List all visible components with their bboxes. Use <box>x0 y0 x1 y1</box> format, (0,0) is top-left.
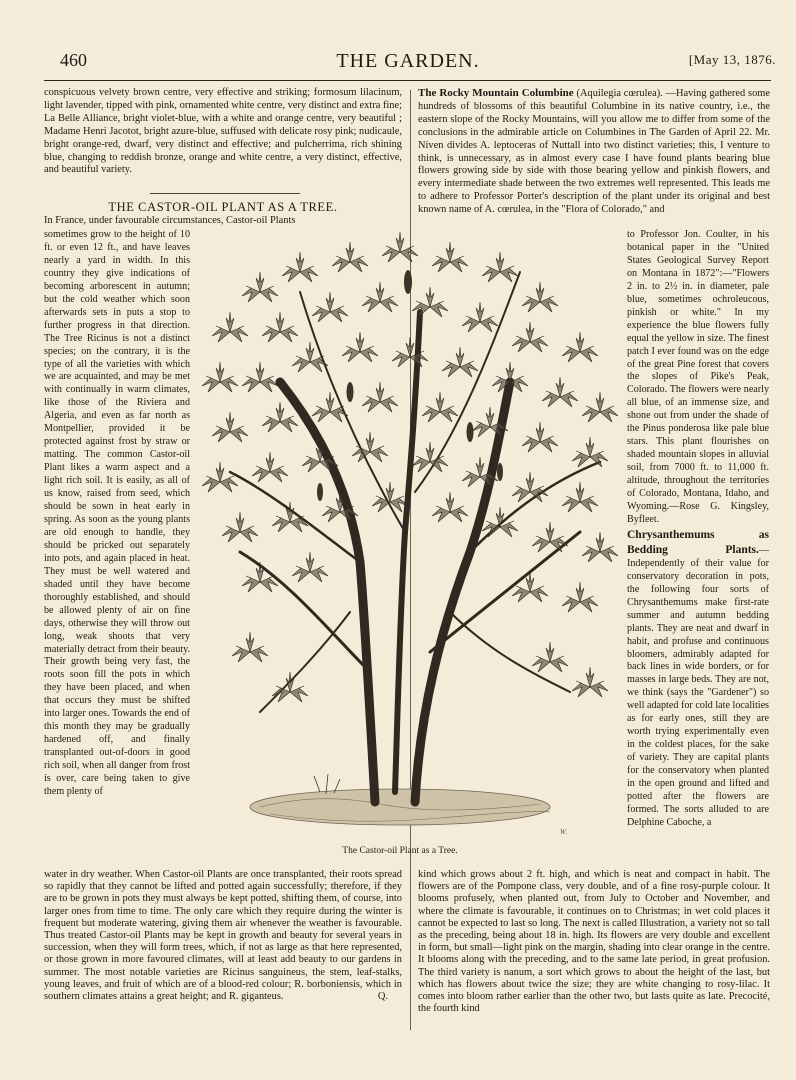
castor-narrow-block <box>44 229 190 799</box>
rocky-latin: (Aquilegia cœrulea). <box>576 88 663 99</box>
ground <box>250 774 550 825</box>
illustration-caption: The Castor-oil Plant as a Tree. <box>342 846 458 856</box>
chrysanthemum-full-block <box>418 869 770 1015</box>
section-divider <box>150 193 300 194</box>
engraver-signature: W. <box>560 828 567 836</box>
header-rule <box>44 80 771 81</box>
rocky-text: —Having gathered some hundreds of blossoms of this beautiful Columbine in its native country, i.e., the eastern slope of the Rocky Mountains, will you allow me to differ from some of the conclusions in the admirable article on Columbines in The Garden of April 22. Mr. Niven divides A. leptoceras of Nuttall into two distinct varieties; this, I venture to think, is unnecessary, as in almost every case I have found plants bearing blue flowers growing side by side with those bearing yellow and pinkish flowers, and every intermediate shade between the two extremes well represented. This leads me to adhere to Professor Porter's description of the plant under its original and best known name of A. cœrulea, in the "Flora of Colorado," and <box>418 88 770 216</box>
castor-narrow-text: sometimes grow to the height of 10 ft. or even 12 ft., and have leaves nearly a yard in width. In this country they give indications of becoming arborescent in autumn; but the cold weather which soon afterwards sets in puts a stop to further progress in that direction. The Tree Ricinus is not a distinct species; on the contrary, it is the type of all the varieties with which we are acquainted, and may be met with continually in warm climates, like those of the Riviera and Algeria, and even as far north as Montpellier, provided it be protected against frost by straw or matting. The common Castor-oil Plant likes a warm aspect and a light rich soil. It is easily, as all of us know, raised from seed, which should be sown in heat early in spring. As soon as the young plants are old enough to handle, they should be pricked out separately into pots, and again placed in heat. They must be well watered and shaded until they have become thoroughly established, and should be allowed plenty of air on fine days, otherwise they will throw out long, weak shoots that very materially detract from their beauty. Their growth being very fast, the roots soon fill the pots in which they have been placed, and when that occurs they must be shifted into larger ones. Towards the end of this month they may be gradually hardened off, and finally transplanted out-of-doors in good rich soil, when all danger from frost is over, care being taken to give them plenty of <box>44 229 190 797</box>
article-heading: THE CASTOR-OIL PLANT AS A TREE. <box>108 200 338 214</box>
rocky-narrow-text: to Professor Jon. Coulter, in his botanical paper in the "United States Geological Survey Report on Montana in 1872":—"Flowers 2 in. to 2½ in. in diameter, pale blue, sometimes ochroleucous, pinkish or white." In my experience the blue flowers fully equal the yellow in size. The finest patch I ever found was on the edge of the great Pine forest that covers the slopes of Pike's Peak, Colorado. The flowers were nearly all blue, of an immense size, and shone out from under the shade of the Pinus ponderosa like pale blue stars. This plant flourishes on shaded mountain slopes in alluvial soil, from 7000 ft. to 11,000 ft. altitude, throughout the territories of Colorado, Montana, Idaho, and Wyoming.—Rose G. Kingsley, Byfleet. <box>627 229 769 525</box>
chrysanthemum-title: Chrysanthemums as Bedding Plants. <box>627 528 769 556</box>
intro-paragraph-block <box>44 87 402 177</box>
issue-date: [May 13, 1876. <box>688 52 776 67</box>
chrysanthemum-full-text: kind which grows about 2 ft. high, and which is neat and compact in habit. The flowers are of the Pompone class, very double, and of a fine rosy-purple colour. It blooms profusely, when planted out, from July to October and November, and where the climate is favourable, it continues on to Christmas; in wet cold places it cannot be expected to last so long. The next is called Illustration, a variety not so tall as the preceding, being about 18 in. high. Its flowers are very double and excellent in form, but small—light pink on the margin, shading into clear orange in the centre. It blooms along with the preceding, and to the same late period, in great profusion. The third variety is nanum, a sort which grows to about the height of the last, but which has flowers about twice the size; they are white changing to rosy-lilac. It comes into bloom rather earlier than the other two, but lasts quite as late. Precocité, the fourth kind <box>418 869 770 1015</box>
castor-signoff: Q. <box>377 991 388 1003</box>
intro-paragraph: conspicuous velvety brown centre, very effective and striking; formosum lilacinum, light lavender, tipped with pink, ornamented white centre, very distinct and extra fine; La Belle Alliance, bright violet-blue, with a white and orange centre, very beautiful ; Madame Henri Jacotot, bright azure-blue, suffused with delicate rosy pink; nudicaule, bright orange-red, dwarf, very distinct and effective; and pulcherrima, rich shining blue, changing to reddish bronze, orange and white centre, a very distinct, effective, and beautiful variety. <box>44 87 402 176</box>
castor-full-block <box>44 869 402 1004</box>
tree-trunks <box>230 272 600 802</box>
castor-first-line-block <box>44 215 402 228</box>
rocky-title: The Rocky Mountain Columbine <box>418 87 574 99</box>
journal-title: THE GARDEN. <box>336 50 480 72</box>
page-number: 460 <box>60 50 87 70</box>
rocky-columbine-block <box>418 87 770 217</box>
castor-full-text: water in dry weather. When Castor-oil Plants are once transplanted, their roots spread so rapidly that they cannot be lifted and potted again successfully; therefore, if they are to be grown in pots they must always be kept potted, shifting them, of course, into larger ones from time to time. The only care which they require during the winter is frequent but moderate watering, giving them air whenever the weather is favourable. Thus treated Castor-oil Plants may be kept in growth and beauty for several years in succession, when they will form trees, which, if not as large as that here represented, or those grown in more favoured climates, will at least add beauty to our gardens in summer. The most notable varieties are Ricinus sanguineus, the stem, leaf-stalks, young leaves, and fruit of which are of a blood-red colour; R. borboniensis, which in southern climates attains a great height; and R. giganteus. <box>44 869 402 1003</box>
chrysanthemum-narrow-text: —Independently of their value for conservatory decoration in pots, the following four sorts of Chrysanthemums make first-rate summer and autumn bedding plants. They are neat and dwarf in habit, and profuse and continuous bloomers, admirably adapted for back lines in wide borders, or for masses in large beds. They are not, we think (says the "Gardener") so well adapted for cold late localities as for early ones, still they are worth trying experimentally even in the coldest places, for the sake of variety. They are capital plants for the conservatory when planted in the open ground and lifted and potted after the flowers are formed. The sorts alluded to are Delphine Caboche, a <box>627 544 769 828</box>
rocky-narrow-block <box>627 229 769 830</box>
castor-first-line: In France, under favourable circumstances, Castor-oil Plants <box>44 215 296 226</box>
page-header <box>40 50 776 74</box>
castor-oil-tree-illustration <box>200 232 620 844</box>
